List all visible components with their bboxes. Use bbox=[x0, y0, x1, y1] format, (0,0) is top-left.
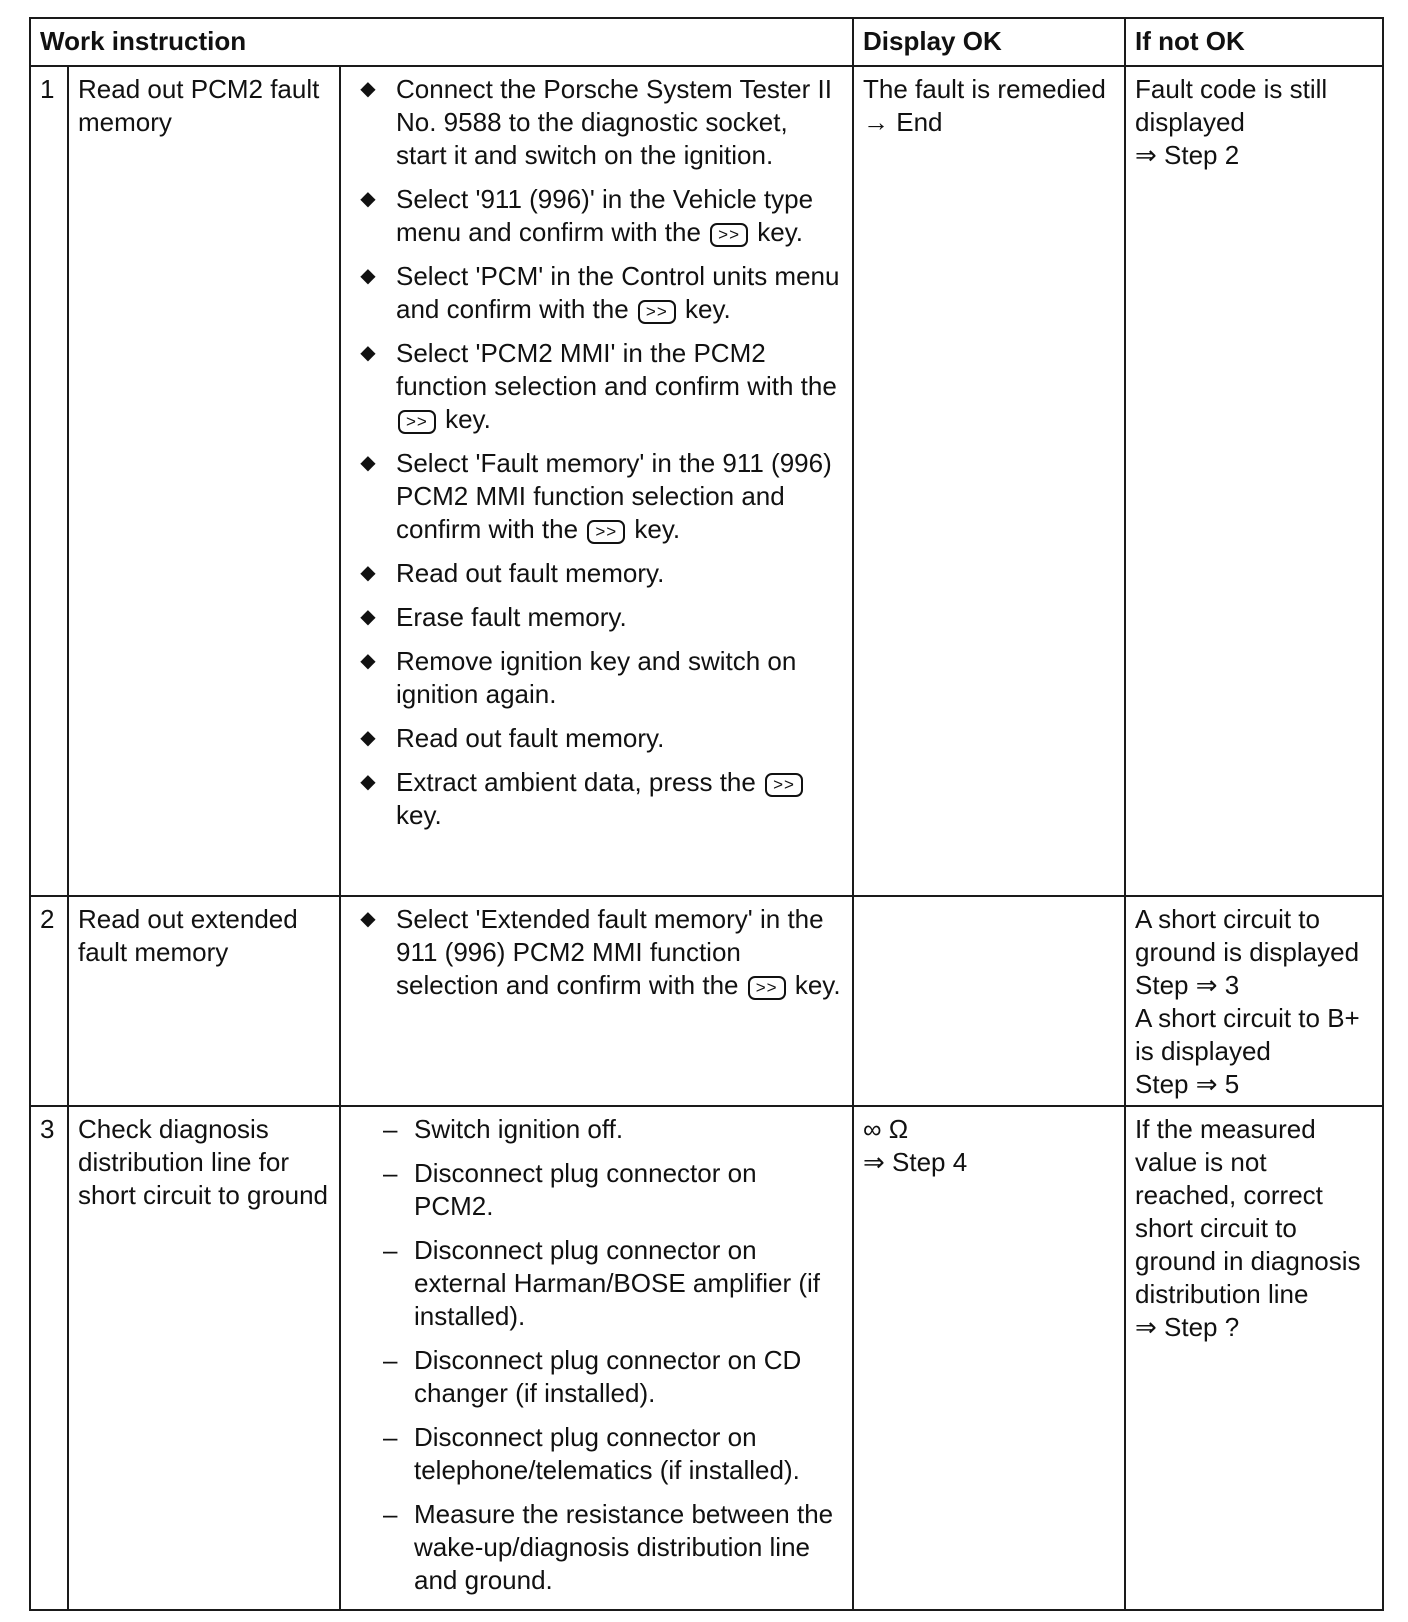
list-item: ◆ Connect the Porsche System Tester II No. 9588 to the diagnostic socket, start it and switch on the ignition. bbox=[350, 73, 843, 172]
list-item: – Measure the resistance between the wake-up/diagnosis distribution line and ground. bbox=[383, 1499, 834, 1595]
list-item: – Disconnect plug connector on external Harman/BOSE amplifier (if installed). bbox=[383, 1235, 821, 1331]
bullet-diamond-icon: ◆ bbox=[360, 650, 376, 672]
step-actions bbox=[340, 1106, 853, 1610]
bullet-diamond-icon: ◆ bbox=[360, 771, 376, 793]
list-item: ◆ Select 'PCM' in the Control units menu and confirm with the >> key. bbox=[350, 260, 843, 326]
list-item: ◆ Select 'Fault memory' in the 911 (996) PCM2 MMI function selection and confirm with the >> key. bbox=[350, 447, 843, 546]
step-number: 3 bbox=[30, 1106, 68, 1610]
if-not-ok-cell: If the measured value is not reached, correct short circuit to ground in diagnosis distribution line ⇒ Step ? bbox=[1125, 1106, 1383, 1610]
dash-icon: – bbox=[383, 1235, 398, 1265]
bullet-diamond-icon: ◆ bbox=[360, 606, 376, 628]
list-item: ◆ Read out fault memory. bbox=[350, 722, 843, 755]
list-item: ◆ Erase fault memory. bbox=[350, 601, 843, 634]
list-item: ◆ Extract ambient data, press the >> key. bbox=[350, 766, 843, 832]
forward-key-icon: >> bbox=[710, 223, 748, 247]
display-ok-cell: The fault is remedied → End bbox=[853, 66, 1125, 896]
forward-key-icon: >> bbox=[638, 300, 676, 324]
list-item: – Disconnect plug connector on telephone/telematics (if installed). bbox=[383, 1422, 800, 1485]
forward-key-icon: >> bbox=[398, 410, 436, 434]
bullet-diamond-icon: ◆ bbox=[360, 78, 376, 100]
bullet-diamond-icon: ◆ bbox=[360, 562, 376, 584]
list-item: ◆ Select 'Extended fault memory' in the 911 (996) PCM2 MMI function selection and confirm with the >> key. bbox=[350, 903, 843, 1002]
list-item: ◆ Remove ignition key and switch on ignition again. bbox=[350, 645, 843, 711]
display-ok-cell: ∞ Ω ⇒ Step 4 bbox=[853, 1106, 1125, 1610]
header-work-instruction: Work instruction bbox=[30, 18, 853, 66]
step-actions bbox=[340, 896, 853, 1106]
list-item: ◆ Select 'PCM2 MMI' in the PCM2 function selection and confirm with the >> key. bbox=[350, 337, 843, 436]
step-number: 2 bbox=[30, 896, 68, 1106]
list-item: – Switch ignition off. bbox=[383, 1114, 624, 1144]
step-title: Check diagnosis distribution line for short circuit to ground bbox=[68, 1106, 340, 1610]
if-not-ok-cell: A short circuit to ground is displayed Step ⇒ 3 A short circuit to B+ is displayed Step ⇒ 5 bbox=[1125, 896, 1383, 1106]
forward-key-icon: >> bbox=[748, 976, 786, 1000]
bullet-diamond-icon: ◆ bbox=[360, 452, 376, 474]
step-title: Read out extended fault memory bbox=[68, 896, 340, 1106]
work-instruction-table bbox=[29, 17, 1384, 1611]
dash-icon: – bbox=[383, 1499, 398, 1529]
bullet-diamond-icon: ◆ bbox=[360, 908, 376, 930]
step-actions bbox=[340, 66, 853, 896]
table-row bbox=[30, 896, 1383, 1106]
dash-icon: – bbox=[383, 1422, 398, 1452]
bullet-diamond-icon: ◆ bbox=[360, 188, 376, 210]
header-display-ok: Display OK bbox=[853, 18, 1125, 66]
dash-icon: – bbox=[383, 1345, 398, 1375]
dash-icon: – bbox=[383, 1114, 398, 1144]
bullet-diamond-icon: ◆ bbox=[360, 727, 376, 749]
table-row bbox=[30, 66, 1383, 896]
list-item: ◆ Select '911 (996)' in the Vehicle type menu and confirm with the >> key. bbox=[350, 183, 843, 249]
list-item: ◆ Read out fault memory. bbox=[350, 557, 843, 590]
display-ok-cell bbox=[853, 896, 1125, 1106]
header-if-not-ok: If not OK bbox=[1125, 18, 1383, 66]
bullet-diamond-icon: ◆ bbox=[360, 342, 376, 364]
step-number: 1 bbox=[30, 66, 68, 896]
table-row bbox=[30, 1106, 1383, 1610]
if-not-ok-cell: Fault code is still displayed ⇒ Step 2 bbox=[1125, 66, 1383, 896]
forward-key-icon: >> bbox=[587, 520, 625, 544]
step-title: Read out PCM2 fault memory bbox=[68, 66, 340, 896]
bullet-diamond-icon: ◆ bbox=[360, 265, 376, 287]
list-item: – Disconnect plug connector on PCM2. bbox=[383, 1158, 757, 1221]
dash-icon: – bbox=[383, 1158, 398, 1188]
list-item: – Disconnect plug connector on CD changer (if installed). bbox=[383, 1345, 802, 1408]
forward-key-icon: >> bbox=[765, 773, 803, 797]
